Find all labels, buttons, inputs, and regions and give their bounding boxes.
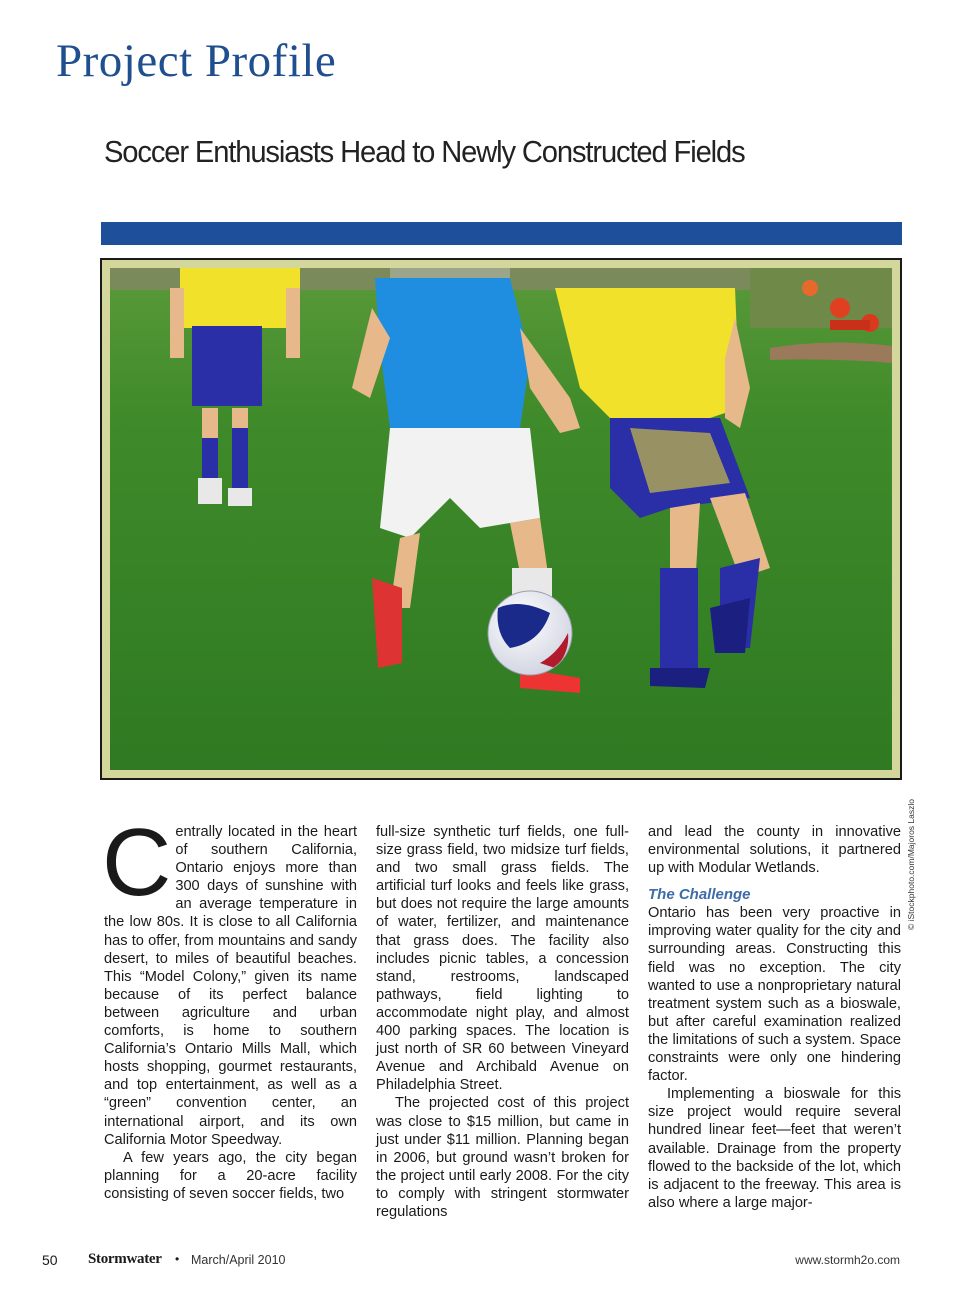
photo-credit: © iStockphoto.com/Majoros Laszlo (906, 799, 916, 930)
paragraph: Implementing a bioswale for this size project would require several hundred linear feet—feet that weren’t available. Drainage from the property flowed to the backside of the lot, which is adjacent to the freeway. This area is also where a large major- (648, 1086, 901, 1211)
paragraph: and lead the county in innovative environmental solutions, it partnered up with Modular Wetlands. (648, 824, 901, 877)
article-column-3 (648, 823, 901, 1212)
paragraph: A few years ago, the city began planning for a 20-acre facility consisting of seven soccer fields, two (104, 1149, 357, 1202)
paragraph: Centrally located in the heart of southern California, Ontario enjoys more than 300 days of sunshine with an average temperature in the low 80s. It is close to all California has to offer, from mountains and sandy desert, to miles of beautiful beaches. This “Model Colony,” given its name because of its perfect balance between agriculture and urban comforts, is home to southern California’s Ontario Mills Mall, which hosts shopping, gourmet restaurants, and top entertainment, as well as a “green” convention center, an international airport, and its own California Motor Speedway. (102, 809, 357, 1148)
soccer-ball (488, 591, 572, 675)
section-title: Project Profile (56, 35, 337, 87)
footer-bullet: • (175, 1252, 180, 1266)
article-headline: Soccer Enthusiasts Head to Newly Constructed Fields (104, 134, 745, 169)
section-subhead: The Challenge (648, 886, 751, 904)
article-column-2 (376, 823, 629, 1221)
paragraph: The projected cost of this project was close to $15 million, but came in just under $11 million. Planning began in 2006, but ground wasn’t broken for the project until early 2008. For the city to comply with stringent stormwater regulations (376, 1095, 629, 1220)
accent-bar (101, 222, 902, 245)
issue-date: March/April 2010 (191, 1253, 286, 1267)
page-footer (0, 1252, 960, 1272)
paragraph: full-size synthetic turf fields, one full-size grass field, two midsize turf fields, and two small grass fields. The artificial turf looks and feels like grass, but does not require the large amounts of water, fertilizer, and maintenance that grass does. The facility also includes picnic tables, a concession stand, restrooms, landscaped pathways, field lighting to accommodate night play, and almost 400 parking spaces. The location is just north of SR 60 between Vineyard Avenue and Archibald Avenue on Philadelphia Street. (376, 824, 629, 1094)
magazine-name: Stormwater (88, 1251, 162, 1267)
article-column-1 (102, 809, 357, 1203)
page-number: 50 (42, 1252, 58, 1268)
paragraph: Ontario has been very proactive in improving water quality for the city and surrounding areas. Constructing this field was no exception. The city wanted to use a nonproprietary natural treatment system such as a bioswale, but after careful examination realized the limitations of such a system. Space constraints were only one hindering factor. (648, 905, 901, 1085)
website-url: www.stormh2o.com (795, 1253, 900, 1267)
drop-cap: C (102, 809, 172, 916)
soccer-photo (100, 258, 902, 780)
soccer-photo-illustration (110, 268, 892, 770)
